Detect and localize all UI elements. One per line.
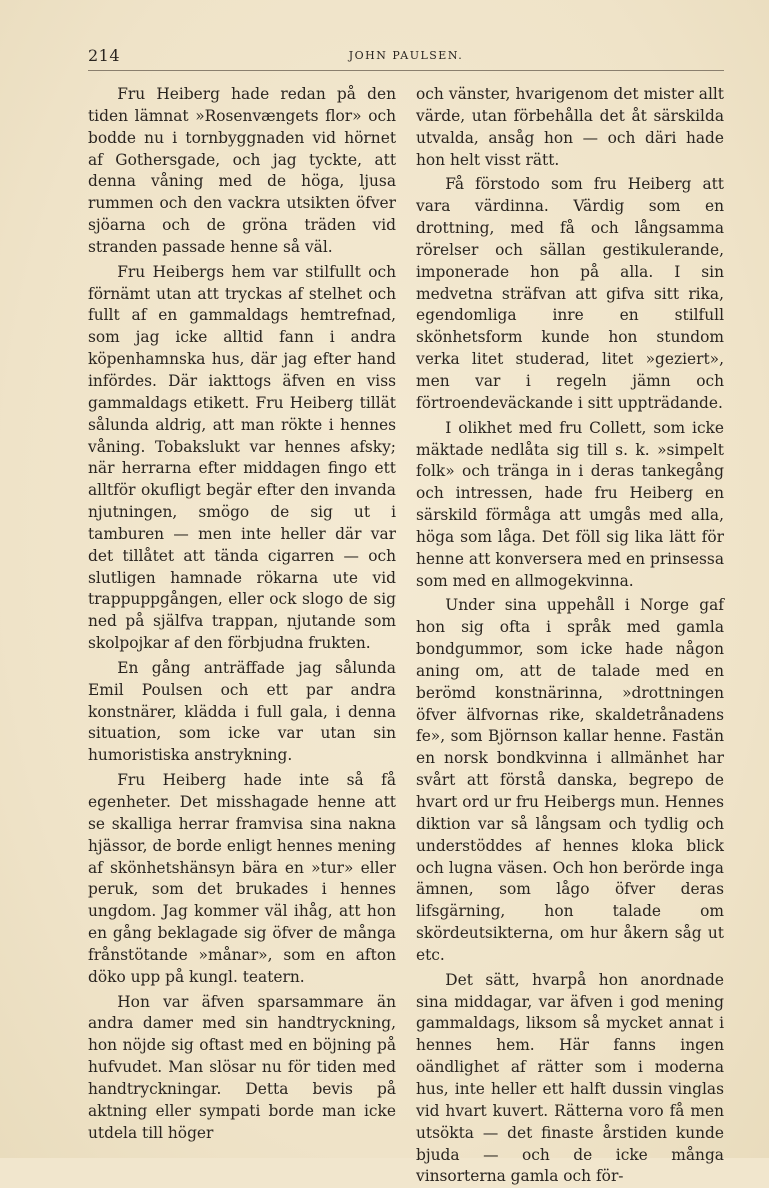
header-rule [88,70,724,71]
paragraph: Fru Heibergs hem var stilfullt och förnämt utan att tryckas af stelhet och fullt af en gammaldags hemtrefnad, som jag icke alltid fann i andra köpenhamnska hus, där jag efter hand infördes. Där iakttogs äfven en viss gammaldags etikett. Fru Heiberg tillät sålunda aldrig, att man rökte i hennes våning. Tobakslukt var hennes afsky; när herrarna efter middagen fingo ett alltför okufligt begär efter den invanda njutningen, smögo de sig ut i tamburen — men inte heller där var det tillåtet att tända cigarren — och slutligen hamnade rökarna ute vid trappuppgången, eller ock slogo de sig ned på själfva trappan, njutande som skolpojkar af den förbjudna frukten. [88,262,396,653]
page-header [88,46,724,72]
paragraph: Hon var äfven sparsammare än andra damer med sin handtryckning, hon nöjde sig oftast med en böjning på hufvudet. Man slösar nu för tiden med handtryckningar. Detta bevis på aktning eller sympati borde man icke utdela till höger [88,992,396,1142]
paragraph: Fru Heiberg hade inte så få egenheter. Det misshagade henne att se skalliga herrar framvisa sina nakna hjässor, de borde enligt hennes mening af skönhetshänsyn bära en »tur» eller peruk, som det brukades i hennes ungdom. Jag kommer väl ihåg, att hon en gång beklagade sig öfver de många frånstötande »månar», som en afton döko upp på kungl. teatern. [88,771,396,986]
paragraph: Under sina uppehåll i Norge gaf hon sig ofta i språk med gamla bondgummor, som icke hade någon aning om, att de talade med en berömd konstnärinna, »drottningen öfver älfvornas rike, skaldetrånadens fe», som Björnson kallar henne. Fastän en norsk bondkvinna i allmänhet har svårt att förstå danska, begrepo de hvart ord ur fru Heibergs mun. Hennes diktion var så långsam och tydlig och understöddes af hennes kloka blick och lugna väsen. Och hon berörde inga ämnen, som lågo öfver deras lifsgärning, hon talade om skördeutsikterna, om hur åkern såg ut etc. [416,596,724,964]
paragraph: En gång anträffade jag sålunda Emil Poulsen och ett par andra konstnärer, klädda i full gala, i denna situation, som icke var utan sin humoristiska anstrykning. [88,658,396,765]
paragraph: Få förstodo som fru Heiberg att vara värdinna. Värdig som en drottning, med få och långsamma rörelser och sällan gestikulerande, imponerade hon på alla. I sin medvetna sträfvan att gifva sitt rika, egendomliga inre en stilfull skönhetsform kunde hon stundom verka litet studerad, litet »geziert», men var i regeln jämn och förtroendeväckande i sitt uppträdande. [416,175,724,412]
paragraph: Fru Heiberg hade redan på den tiden lämnat »Rosenvængets flor» och bodde nu i tornbyggnaden vid hörnet af Gothersgade, och jag tyckte, att denna våning med de höga, ljusa rummen och den vackra utsikten öfver sjöarna och de gröna träden vid stranden passade henne så väl. [88,85,396,256]
right-column [416,84,724,1188]
paragraph: Det sätt, hvarpå hon anordnade sina middagar, var äfven i god mening gammaldags, liksom så mycket annat i hennes hem. Här fanns ingen oändlighet af rätter som i moderna hus, inte heller ett halft dussin vinglas vid hvart kuvert. Rätterna voro få men utsökta — det finaste årstiden kunde bjuda — och de icke många vinsorterna gamla och för- [416,970,724,1186]
running-head: JOHN PAULSEN. [348,49,464,62]
page-number: 214 [88,46,121,65]
paragraph: och vänster, hvarigenom det mister allt värde, utan förbehålla det åt särskilda utvalda, ansåg hon — och däri hade hon helt visst rätt. [416,85,724,169]
paragraph: I olikhet med fru Collett, som icke mäktade nedlåta sig till s. k. »simpelt folk» och tränga in i deras tankegång och intressen, hade fru Heiberg en särskild förmåga att umgås med alla, höga som låga. Det föll sig lika lätt för henne att konversera med en prinsessa som med en allmogekvinna. [416,418,724,590]
left-column [88,84,396,1145]
